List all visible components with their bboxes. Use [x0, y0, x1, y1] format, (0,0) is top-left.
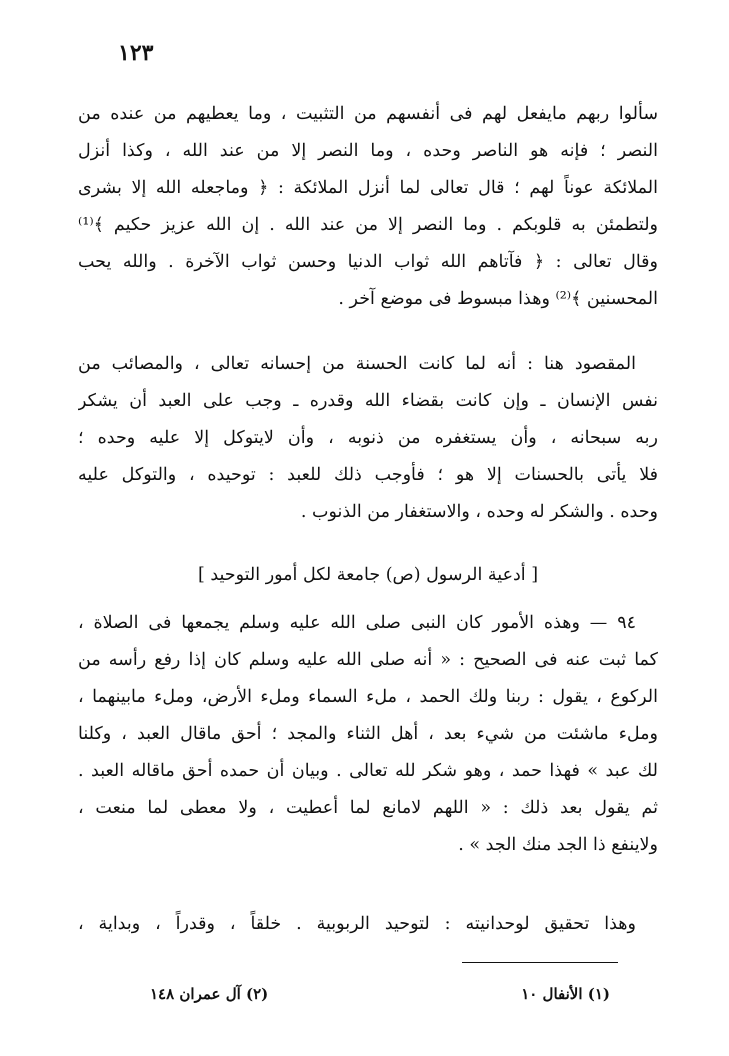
footnote-1: (١) الأنفال ١٠ — [521, 985, 610, 1003]
text-line: المقصود هنا : أنه لما كانت الحسنة من إحسانه تعالى ، والمصائب من — [78, 354, 636, 374]
text-line: الملائكة عوناً لهم ؛ قال تعالى لما أنزل الملائكة : ﴿ وماجعله الله إلا بشرى — [78, 178, 658, 198]
text-line: وقال تعالى : ﴿ فآتاهم الله ثواب الدنيا وحسن ثواب الآخرة . والله يحب — [78, 252, 658, 272]
footnote-divider — [462, 962, 618, 963]
text-line: وملء ماشئت من شيء بعد ، أهل الثناء والمجد ؛ أحق ماقال العبد ، وكلنا — [78, 724, 658, 744]
paragraph-4 — [78, 906, 658, 943]
text-line: كما ثبت عنه فى الصحيح : « أنه صلى الله عليه وسلم كان إذا رفع رأسه من — [78, 650, 658, 670]
text-line: الركوع ، يقول : ربنا ولك الحمد ، ملء السماء وملء الأرض، وملء مابينهما ، — [78, 687, 658, 707]
text-line: نفس الإنسان ـ وإن كانت بقضاء الله وقدره ـ وجب على العبد أن يشكر — [78, 391, 658, 411]
page-number: ١٢٣ — [118, 40, 154, 66]
text-line: ثم يقول بعد ذلك : « اللهم لامانع لما أعطيت ، ولا معطى لما منعت ، — [78, 798, 658, 818]
text-line: المحسنين ﴾⁽²⁾ وهذا مبسوط فى موضع آخر . — [338, 289, 658, 309]
paragraph-1 — [78, 96, 658, 318]
text-line: ولاينفع ذا الجد منك الجد » . — [458, 835, 658, 855]
paragraph-3 — [78, 605, 658, 864]
section-heading: [ أدعية الرسول (ص) جامعة لكل أمور التوحيد ] — [197, 565, 539, 585]
text-line: ولتطمئن به قلوبكم . وما النصر إلا من عند الله . إن الله عزيز حكيم ﴾⁽¹⁾ — [78, 215, 658, 235]
paragraph-2 — [78, 346, 658, 531]
footnotes — [150, 985, 610, 1003]
text-line: لك عبد » فهذا حمد ، وهو شكر لله تعالى . وبيان أن حمده أحق ماقاله العبد . — [78, 761, 658, 781]
text-line: وحده . والشكر له وحده ، والاستغفار من الذنوب . — [300, 502, 658, 522]
text-line: فلا يأتى بالحسنات إلا هو ؛ فأوجب ذلك للعبد : توحيده ، والتوكل عليه — [78, 465, 658, 485]
text-line: وهذا تحقيق لوحدانيته : لتوحيد الربوبية . خلقاً ، وقدراً ، وبداية ، — [78, 914, 636, 934]
text-line: سألوا ربهم مايفعل لهم فى أنفسهم من التثبيت ، وما يعطيهم من عنده من — [78, 104, 658, 124]
text-line: ربه سبحانه ، وأن يستغفره من ذنوبه ، وأن لايتوكل إلا عليه وحده ؛ — [78, 428, 658, 448]
text-line: النصر ؛ فإنه هو الناصر وحده ، وما النصر إلا من عند الله ، وكذا أنزل — [78, 141, 658, 161]
footnote-2: (٢) آل عمران ١٤٨ — [150, 985, 269, 1003]
text-line: ٩٤ — وهذه الأمور كان النبى صلى الله عليه وسلم يجمعها فى الصلاة ، — [78, 613, 636, 633]
